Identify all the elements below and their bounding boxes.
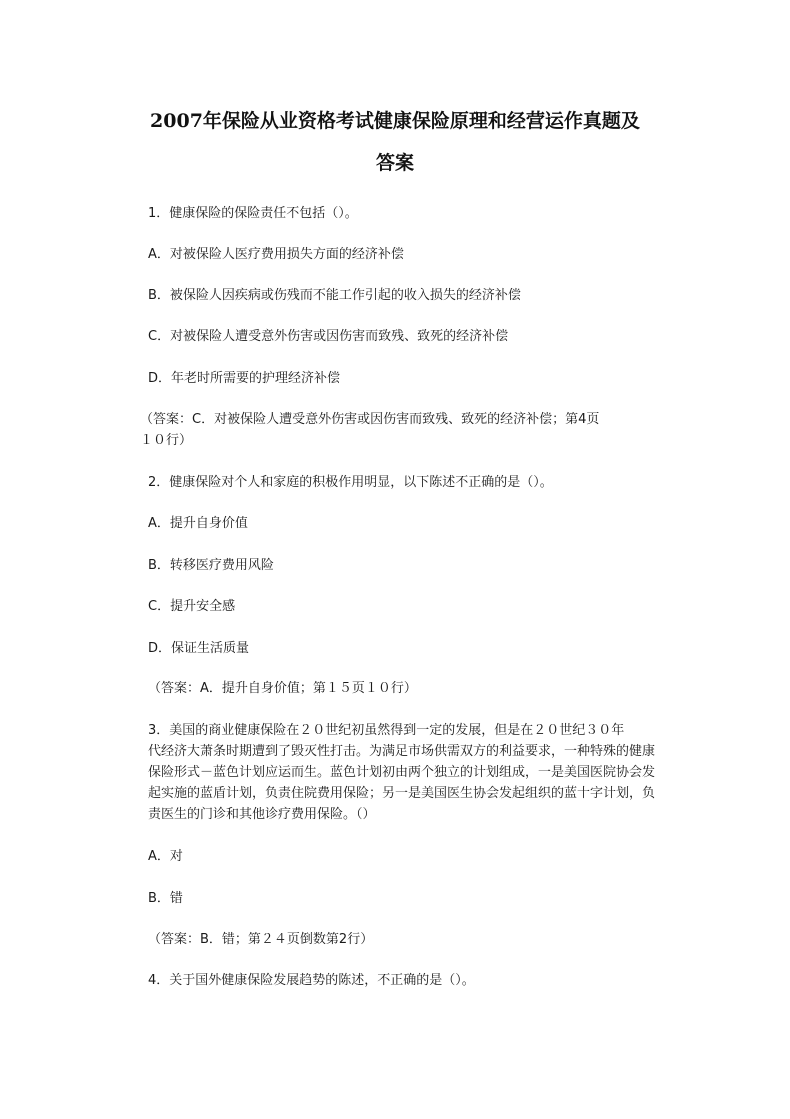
document-title-line1: 2007年保险从业资格考试健康保险原理和经营运作真题及 xyxy=(150,110,640,132)
question-4-text: 4．关于国外健康保险发展趋势的陈述，不正确的是（）。 xyxy=(148,973,475,988)
question-3-line3: 保险形式－蓝色计划应运而生。蓝色计划初由两个独立的计划组成，一是美国医院协会发 xyxy=(148,765,656,780)
question-1-text: 1．健康保险的保险责任不包括（）。 xyxy=(148,206,358,221)
question-2-option-a: A．提升自身价值 xyxy=(148,516,248,531)
question-2-text: 2．健康保险对个人和家庭的积极作用明显，以下陈述不正确的是（）。 xyxy=(148,475,553,490)
question-3-option-a: A．对 xyxy=(148,849,183,864)
question-1-answer-line1: （答案：C．对被保险人遭受意外伤害或因伤害而致残、致死的经济补偿；第4页 xyxy=(140,412,600,427)
question-1-answer xyxy=(140,409,660,451)
question-3-line5: 责医生的门诊和其他诊疗费用保险。（） xyxy=(148,807,376,822)
question-2-option-b: B．转移医疗费用风险 xyxy=(148,558,274,573)
question-1-option-a: A．对被保险人医疗费用损失方面的经济补偿 xyxy=(148,247,404,262)
question-1-answer-line2: １０行） xyxy=(140,433,193,448)
question-2-option-d: D．保证生活质量 xyxy=(148,641,250,656)
question-2-answer: （答案：A．提升自身价值；第１５页１０行） xyxy=(148,681,417,696)
question-1-option-b: B．被保险人因疾病或伤残而不能工作引起的收入损失的经济补偿 xyxy=(148,288,521,303)
question-3-line1: 3．美国的商业健康保险在２０世纪初虽然得到一定的发展，但是在２０世纪３０年 xyxy=(148,723,625,738)
question-3-option-b: B．错 xyxy=(148,891,183,906)
question-3-line2: 代经济大萧条时期遭到了毁灭性打击。为满足市场供需双方的利益要求，一种特殊的健康 xyxy=(148,744,656,759)
question-1-option-d: D．年老时所需要的护理经济补偿 xyxy=(148,371,341,386)
question-3-text xyxy=(148,720,688,825)
question-3-answer: （答案：B．错；第２４页倒数第2行） xyxy=(148,932,374,947)
question-3-line4: 起实施的蓝盾计划，负责住院费用保险；另一是美国医生协会发起组织的蓝十字计划，负 xyxy=(148,786,656,801)
question-1-option-c: C．对被保险人遭受意外伤害或因伤害而致残、致死的经济补偿 xyxy=(148,329,509,344)
document-title-line2: 答案 xyxy=(375,152,414,174)
question-2-option-c: C．提升安全感 xyxy=(148,599,236,614)
